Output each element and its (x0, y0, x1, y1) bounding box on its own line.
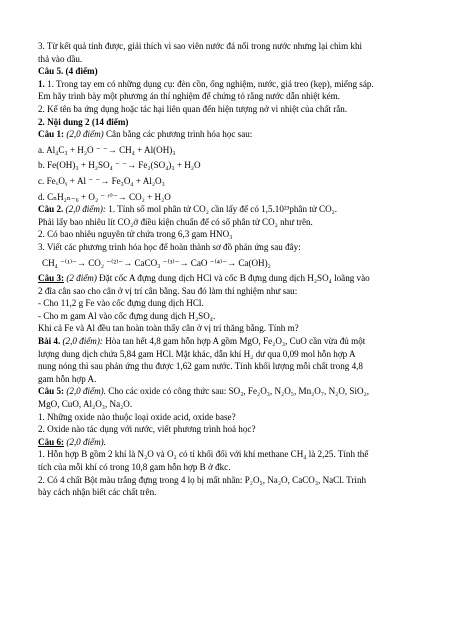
text-line: 1. 1. Trong tay em có những dụng cụ: đèn cồn, ống nghiệm, nước, giá treo (kẹp), miếng sáp. (38, 78, 374, 89)
question-points: (2,0 điểm) (66, 129, 104, 140)
question-label: Bài 4. (38, 336, 61, 347)
question-label: Câu 2. (38, 204, 64, 215)
text-line: 2 đĩa cân sao cho cân ở vị trí cân bằng. Sau đó làm thí nghiệm như sau: (38, 285, 298, 296)
text-line: 2. Oxide nào tác dụng với nước, viết phương trình hoá học? (38, 424, 256, 435)
text-line: - Cho 11,2 g Fe vào cốc đựng dung dịch HCl. (38, 298, 204, 309)
text-line: 2. Có 4 chất Bột màu trắng đựng trong 4 lọ bị mất nhãn: P₂O₅, Na₂O, CaCO₃, NaCl. Trình (38, 474, 367, 485)
question-line (38, 203, 416, 216)
text-line: 3. Từ kết quả tính được, giải thích vì sao viên nước đá nổi trong nước nhưng lại chìm khi (38, 41, 363, 51)
equation-d: d. CₙH₂ₙ₋₆ + O₂ ⁻ ᵗ°⁻→ CO₂ + H₂O (38, 191, 171, 202)
question-line (38, 272, 416, 285)
text-line: MgO, CuO, Al₂O₃, Na₂O. (38, 399, 133, 410)
question-line (38, 335, 416, 348)
text-line: gam hỗn hợp A. (38, 373, 97, 384)
question-text: 1. Tính số mol phân tử CO₂ cần lấy để có 1,5.10²³phân tử CO₂. (108, 204, 338, 215)
text-line: tích của mỗi khí có trong 10,8 gam hỗn hợp B ở đkc. (38, 462, 231, 472)
question-points: (2 điểm) (66, 273, 97, 284)
question-label: Câu 1: (38, 129, 65, 140)
equation-a: a. Al₄C₃ + H₂O ⁻ ⁻→ CH₄ + Al(OH)₃ (38, 144, 176, 155)
text-line: 2. Kể tên ba ứng dụng hoặc tác hại liên quan đến hiện tượng nở vì nhiệt của chất rắn. (38, 103, 348, 114)
text-line: Phải lấy bao nhiêu lít CO₂ở điều kiện chuẩn để có số phân tử CO₂ như trên. (38, 216, 313, 227)
question-line (38, 128, 416, 141)
text-line: - Cho m gam Al vào cốc đựng dung dịch H₂SO₄. (38, 310, 216, 321)
text-line: thả vào dầu. (38, 53, 83, 64)
text-line: bày cách nhận biết các chất trên. (38, 487, 157, 498)
equation-b: b. Fe(OH)₃ + H₂SO₄ ⁻ ⁻→ Fe₂(SO₄)₃ + H₂O (38, 160, 201, 171)
question-heading: Câu 5. (4 điểm) (38, 66, 98, 77)
text-span: 1. Trong tay em có những dụng cụ: đèn cồn, ống nghiệm, nước, giá treo (kẹp), miếng sáp. (47, 78, 374, 89)
text-line: Khi cả Fe và Al đều tan hoàn toàn thấy cân ở vị trí thăng bằng. Tính m? (38, 323, 299, 334)
text-line: 2. Có bao nhiêu nguyên tử chứa trong 6,3 gam HNO₃ (38, 229, 233, 240)
text-line: nung nóng thì sau phản ứng thu được 1,62 gam nước. Tính khối lượng mỗi chất trong 4,8 (38, 361, 363, 372)
question-points: (2,0 điểm): (62, 336, 103, 347)
question-label: Câu 6: (38, 436, 65, 447)
question-text: Cho các oxide có công thức sau: SO₃, Fe₂O₃, N₂O₅, Mn₂O₇, N₂O, SiO₂, (108, 386, 370, 397)
question-text: Cân bằng các phương trình hóa học sau: (105, 129, 253, 140)
text-line: 1. Những oxide nào thuộc loại oxide acid, oxide base? (38, 411, 236, 422)
question-label: Câu 3: (38, 273, 65, 284)
question-label: Câu 5: (38, 386, 65, 397)
equation-c: c. FeₓOᵧ + Al ⁻ ⁻→ Fe₃O₄ + Al₂O₃ (38, 175, 165, 186)
question-points: (2,0 điểm): (65, 204, 106, 215)
text-line: lượng dung dịch chứa 5,84 gam HCl. Mặt khác, dẫn khí H₂ dư qua 0,09 mol hỗn hợp A (38, 348, 356, 359)
text-line: Em hãy trình bày một phương án thí nghiệm để chứng tỏ rằng nước dẫn nhiệt kém. (38, 91, 340, 102)
section-heading: 2. Nội dung 2 (14 điểm) (38, 116, 129, 127)
question-text: Đặt cốc A đựng dung dịch HCl và cốc B đựng dung dịch H₂SO₄ loãng vào (99, 273, 370, 284)
reaction-chain: CH₄ ⁻⁽¹⁾⁻→ CO₂ ⁻⁽²⁾⁻→ CaCO₃ ⁻⁽³⁾⁻→ CaO ⁻⁽⁴⁾⁻→ Ca(OH)₂ (42, 257, 271, 268)
question-line (38, 436, 416, 449)
document-page (38, 40, 416, 499)
question-line (38, 385, 416, 398)
question-points: (2,0 điểm). (66, 436, 106, 447)
question-points: (2,0 điểm). (66, 386, 106, 397)
question-text: Hòa tan hết 4,8 gam hỗn hợp A gồm MgO, Fe₂O₃, CuO cần vừa đủ một (105, 336, 366, 347)
text-line: 1. Hỗn hợp B gồm 2 khí là N₂O và O₂ có tỉ khối đối với khí methane CH₄ là 2,25. Tính thể (38, 449, 369, 460)
text-line: 3. Viết các phương trình hóa học để hoàn thành sơ đồ phản ứng sau đây: (38, 241, 301, 252)
